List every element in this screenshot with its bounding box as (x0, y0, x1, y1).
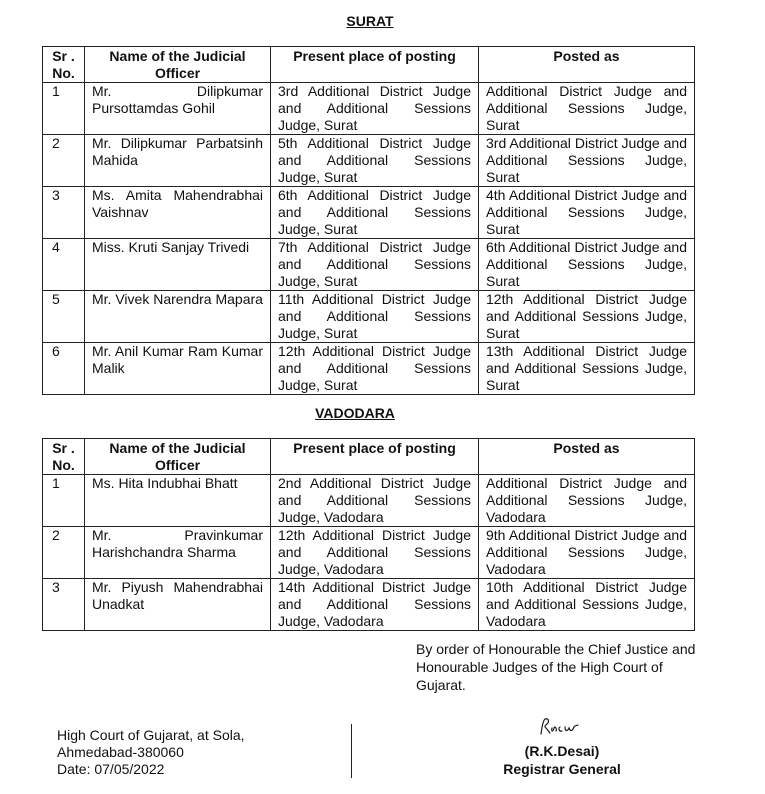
table-row (43, 187, 695, 239)
officer-name-cell: Ms. Amita Mahendrabhai Vaishnav (85, 187, 271, 239)
table-row (43, 83, 695, 135)
order-date: Date: 07/05/2022 (57, 761, 165, 777)
order-statement: By order of Honourable the Chief Justice and Honourable Judges of the High Court of Gujarat. (416, 641, 696, 693)
present-posting-cell: 11th Additional District Judge and Additional Sessions Judge, Surat (271, 291, 479, 343)
present-posting-cell: 2nd Additional District Judge and Additional Sessions Judge, Vadodara (271, 475, 479, 527)
sr-cell: 6 (43, 343, 85, 395)
header-posted-as: Posted as (479, 439, 695, 475)
header-officer-name: Name of the Judicial Officer (85, 47, 271, 83)
header-present-posting: Present place of posting (271, 439, 479, 475)
posted-as-cell: 3rd Additional District Judge and Additional Sessions Judge, Surat (479, 135, 695, 187)
present-posting-cell: 12th Additional District Judge and Additional Sessions Judge, Surat (271, 343, 479, 395)
table-row (43, 343, 695, 395)
officer-name-cell: Ms. Hita Indubhai Bhatt (85, 475, 271, 527)
present-posting-cell: 6th Additional District Judge and Additional Sessions Judge, Surat (271, 187, 479, 239)
present-posting-cell: 7th Additional District Judge and Additional Sessions Judge, Surat (271, 239, 479, 291)
posted-as-cell: 10th Additional District Judge and Additional Sessions Judge, Vadodara (479, 579, 695, 631)
table-row (43, 239, 695, 291)
sr-cell: 2 (43, 135, 85, 187)
section-title-vadodara: VADODARA (315, 405, 395, 421)
posted-as-cell: 13th Additional District Judge and Additional Sessions Judge, Surat (479, 343, 695, 395)
table-row (43, 291, 695, 343)
sr-cell: 5 (43, 291, 85, 343)
posted-as-cell: 9th Additional District Judge and Additional Sessions Judge, Vadodara (479, 527, 695, 579)
sr-cell: 2 (43, 527, 85, 579)
officer-name-cell: Mr. Vivek Narendra Mapara (85, 291, 271, 343)
table-header-row (43, 47, 695, 83)
vadodara-table (42, 438, 695, 631)
section-title-surat: SURAT (346, 13, 394, 29)
table-header-row (43, 439, 695, 475)
officer-name-cell: Mr. Pravinkumar Harishchandra Sharma (85, 527, 271, 579)
header-sr-no: Sr . No. (43, 47, 85, 83)
sr-cell: 3 (43, 187, 85, 239)
address-line-2: Ahmedabad-380060 (57, 744, 184, 760)
sr-cell: 4 (43, 239, 85, 291)
posted-as-cell: 4th Additional District Judge and Additional Sessions Judge, Surat (479, 187, 695, 239)
table-row (43, 579, 695, 631)
handwritten-signature (538, 716, 598, 738)
officer-name-cell: Mr. Dilipkumar Parbatsinh Mahida (85, 135, 271, 187)
sr-cell: 1 (43, 475, 85, 527)
officer-name-cell: Mr. Anil Kumar Ram Kumar Malik (85, 343, 271, 395)
present-posting-cell: 5th Additional District Judge and Additional Sessions Judge, Surat (271, 135, 479, 187)
footer-divider (351, 724, 352, 778)
posted-as-cell: 6th Additional District Judge and Additional Sessions Judge, Surat (479, 239, 695, 291)
table-row (43, 527, 695, 579)
posted-as-cell: Additional District Judge and Additional Sessions Judge, Vadodara (479, 475, 695, 527)
signatory-designation: Registrar General (503, 761, 621, 777)
present-posting-cell: 3rd Additional District Judge and Additional Sessions Judge, Surat (271, 83, 479, 135)
address-line-1: High Court of Gujarat, at Sola, (57, 727, 245, 743)
posted-as-cell: 12th Additional District Judge and Additional Sessions Judge, Surat (479, 291, 695, 343)
header-officer-name: Name of the Judicial Officer (85, 439, 271, 475)
officer-name-cell: Mr. Dilipkumar Pursottamdas Gohil (85, 83, 271, 135)
court-address-block (57, 727, 245, 778)
officer-name-cell: Miss. Kruti Sanjay Trivedi (85, 239, 271, 291)
signatory-name: (R.K.Desai) (524, 743, 600, 759)
present-posting-cell: 12th Additional District Judge and Additional Sessions Judge, Vadodara (271, 527, 479, 579)
signatory-block (478, 742, 646, 778)
header-posted-as: Posted as (479, 47, 695, 83)
table-row (43, 475, 695, 527)
header-sr-no: Sr . No. (43, 439, 85, 475)
table-row (43, 135, 695, 187)
present-posting-cell: 14th Additional District Judge and Additional Sessions Judge, Vadodara (271, 579, 479, 631)
officer-name-cell: Mr. Piyush Mahendrabhai Unadkat (85, 579, 271, 631)
sr-cell: 3 (43, 579, 85, 631)
posted-as-cell: Additional District Judge and Additional Sessions Judge, Surat (479, 83, 695, 135)
sr-cell: 1 (43, 83, 85, 135)
surat-table (42, 46, 695, 395)
header-present-posting: Present place of posting (271, 47, 479, 83)
